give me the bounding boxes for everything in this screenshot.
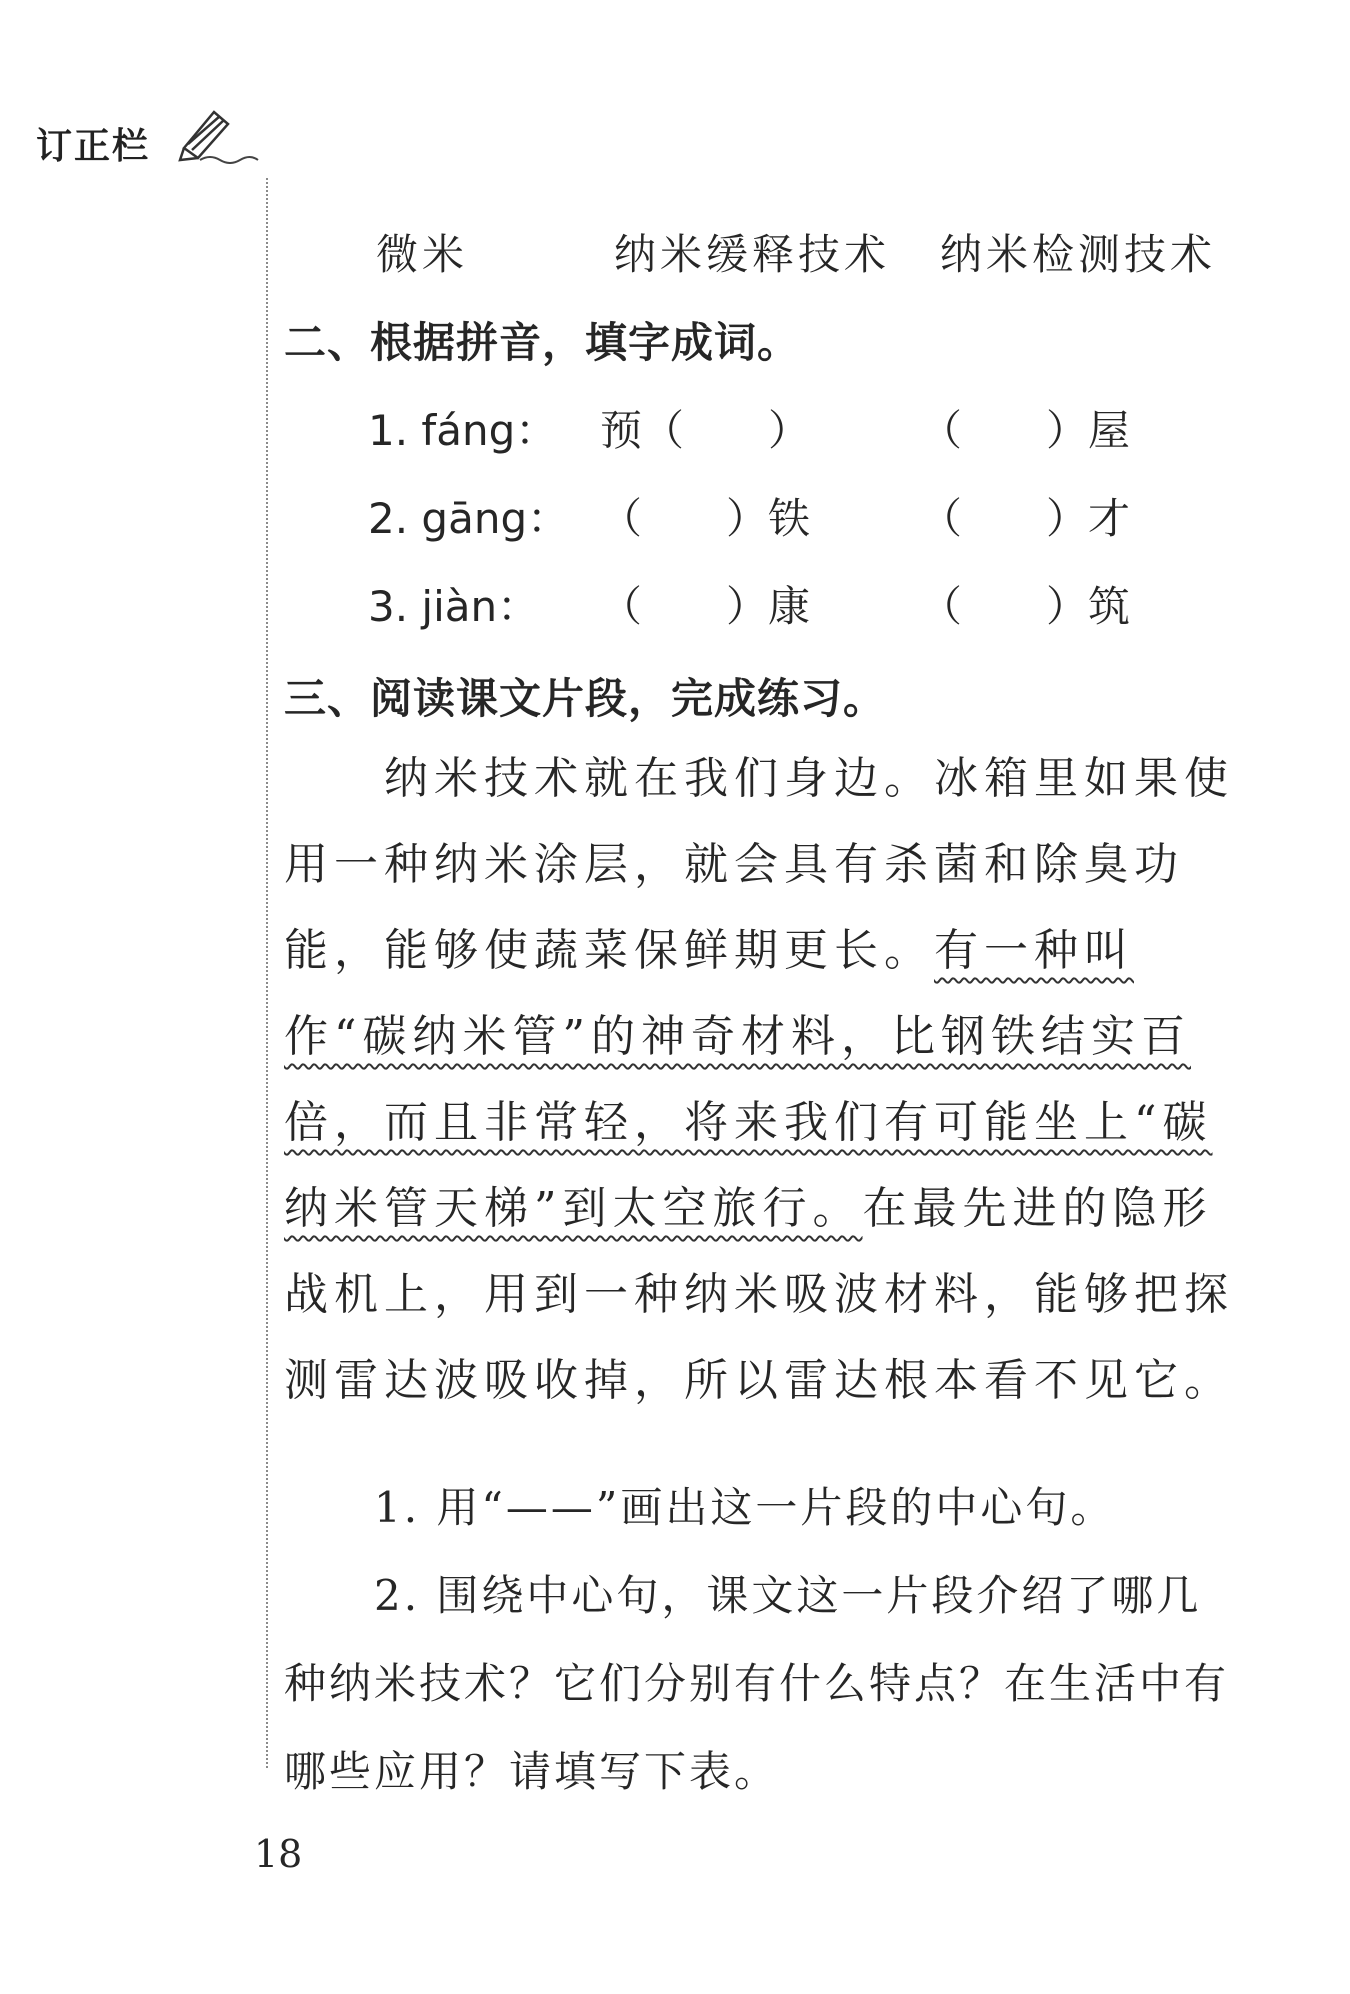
question-item: 2. 围绕中心句，课文这一片段介绍了哪几种纳米技术？它们分别有什么特点？在生活中有哪些应用？请填写下表。	[284, 1571, 1230, 1796]
word-item: 微米	[376, 230, 469, 279]
fill-blank[interactable]: （ ）才	[920, 494, 1131, 543]
section-heading: 三、阅读课文片段，完成练习。	[284, 674, 887, 723]
margin-divider	[266, 178, 268, 1768]
fill-blank[interactable]: （ ）屋	[920, 406, 1131, 455]
question-item: 1. 用“——”画出这一片段的中心句。	[284, 1483, 1116, 1532]
pinyin-label: 3. jiàn：	[368, 582, 540, 631]
correction-column-title: 订正栏	[36, 126, 151, 167]
fill-blank[interactable]: （ ）筑	[920, 582, 1131, 631]
pinyin-label: 2. gāng：	[368, 494, 570, 543]
reading-passage	[284, 736, 1234, 1424]
pinyin-label: 1. fáng：	[368, 406, 558, 455]
word-item: 纳米缓释技术	[614, 230, 891, 279]
question-list	[284, 1464, 1234, 1816]
word-item: 纳米检测技术	[940, 230, 1217, 279]
fill-blank[interactable]: （ ）康	[600, 582, 811, 631]
pencil-icon	[170, 104, 260, 164]
fill-blank[interactable]: （ ）铁	[600, 494, 811, 543]
section-heading: 二、根据拼音，填字成词。	[284, 318, 801, 367]
page-number: 18	[254, 1832, 303, 1876]
passage-text: 纳米技术就在我们身边。冰箱里如果使用一种纳米涂层，就会具有杀菌和除臭功能，能够使蔬菜保鲜期更长。	[284, 753, 1234, 976]
fill-blank[interactable]: 预（ ）	[600, 406, 811, 455]
central-sentence[interactable]: 有一种叫作“碳纳米管”的神奇材料，比钢铁结实百倍，而且非常轻，将来我们有可能坐上“碳纳米管天梯”到太空旅行。	[284, 925, 1213, 1234]
passage-text: 在最先进的隐形战机上，用到一种纳米吸波材料，能够把探测雷达波吸收掉，所以雷达根本看不见它。	[284, 1183, 1234, 1406]
